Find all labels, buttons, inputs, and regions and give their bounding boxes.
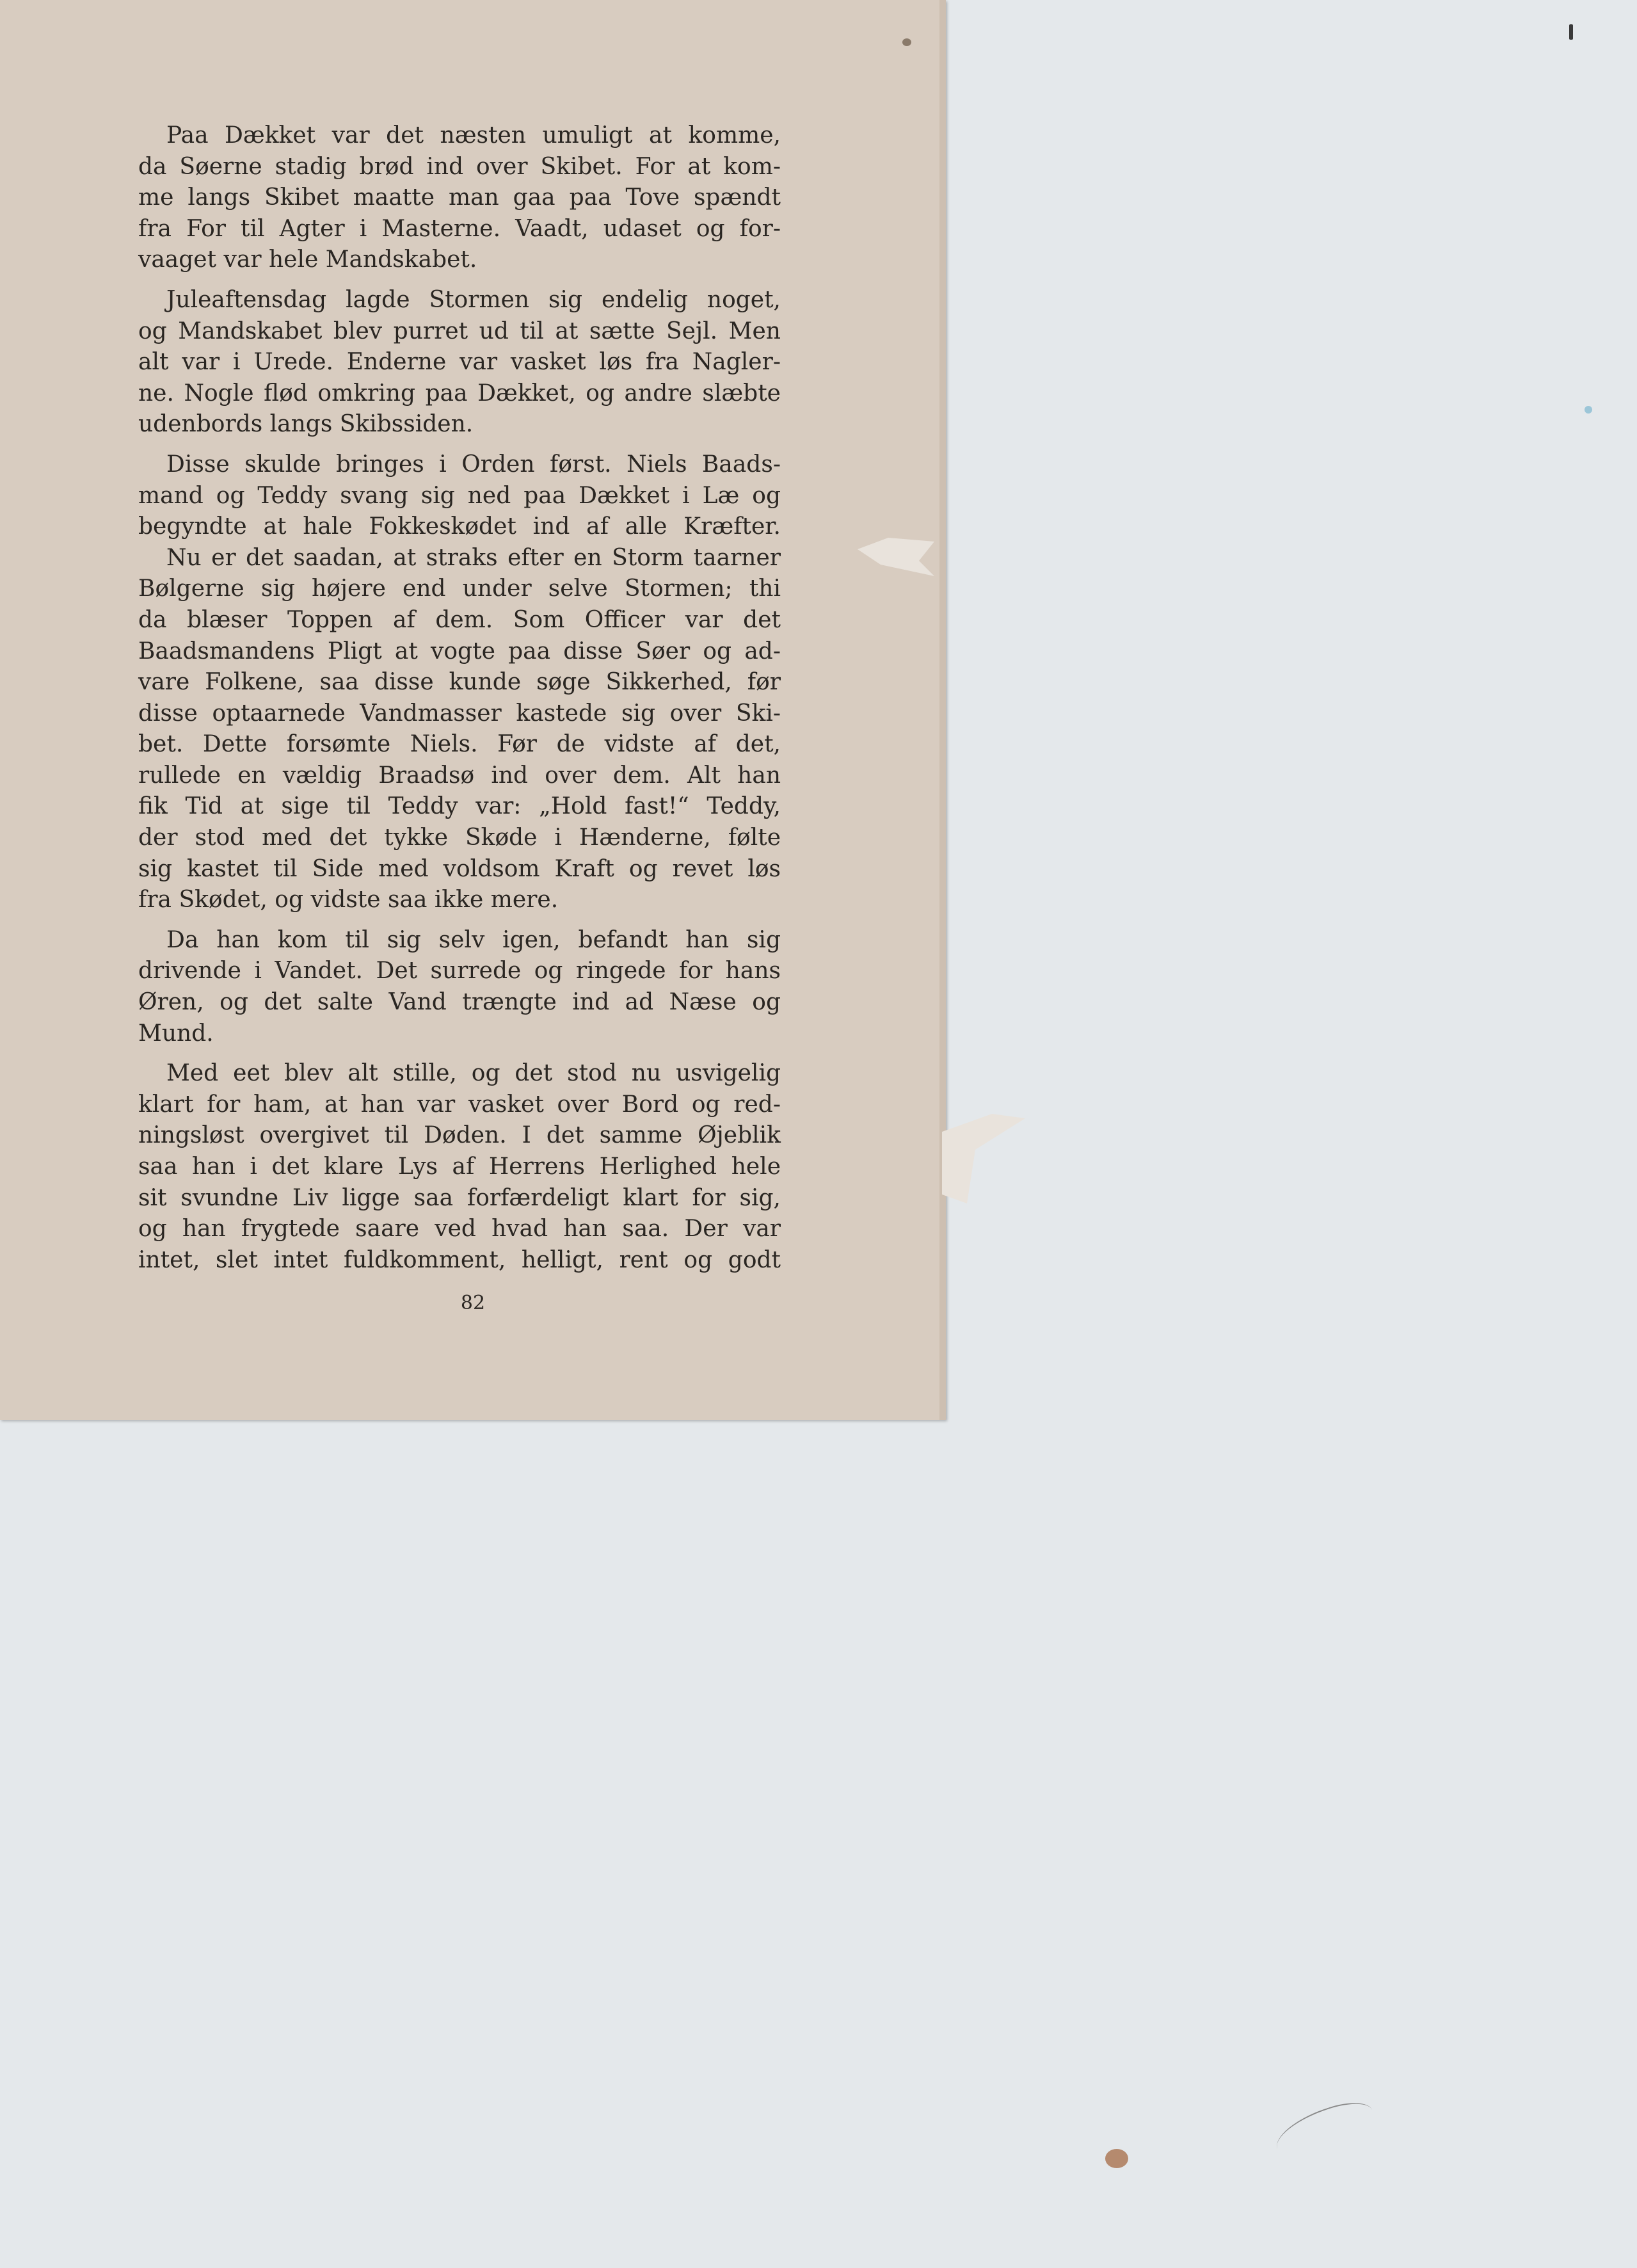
paragraph-4 [138, 543, 781, 916]
paragraph-1 [138, 120, 781, 276]
text-line: fra Skødet, og vidste saa ikke mere. [138, 887, 559, 913]
paragraph-2 [138, 285, 781, 440]
text-line: intet, slet intet fuldkomment, helligt, rent og godt [138, 1246, 781, 1273]
text-line: Bølgerne sig højere end under selve Stormen; thi [138, 575, 781, 602]
page-edge [939, 0, 946, 1420]
text-line: Paa Dækket var det næsten umuligt at komme, [166, 122, 781, 149]
text-line: vare Folkene, saa disse kunde søge Sikkerhed, før [138, 669, 781, 696]
body-text [138, 120, 781, 1276]
text-line: vaaget var hele Mandskabet. [138, 246, 477, 273]
text-line: sig kastet til Side med voldsom Kraft og revet løs [138, 855, 781, 882]
dust-mark [1585, 406, 1592, 414]
text-line: begyndte at hale Fokkeskødet ind af alle Kræfter. [138, 513, 781, 540]
paragraph-3 [138, 449, 781, 543]
text-line: Med eet blev alt stille, og det stod nu usvigelig [166, 1060, 781, 1087]
text-line: Mund. [138, 1020, 214, 1047]
text-line: da Søerne stadig brød ind over Skibet. For at kom- [138, 153, 781, 180]
stain-mark [1105, 2149, 1128, 2168]
text-line: rullede en vældig Braadsø ind over dem. Alt han [138, 762, 781, 789]
text-line: sit svundne Liv ligge saa forfærdeligt klart for sig, [138, 1184, 781, 1211]
text-line: alt var i Urede. Enderne var vasket løs fra Nagler- [138, 349, 781, 376]
text-line: Øren, og det salte Vand trængte ind ad Næse og [138, 989, 781, 1016]
paragraph-6 [138, 1058, 781, 1276]
text-line: saa han i det klare Lys af Herrens Herlighed hele [138, 1154, 781, 1180]
text-line: mand og Teddy svang sig ned paa Dækket i Læ og [138, 482, 781, 509]
text-line: Da han kom til sig selv igen, befandt han sig [166, 926, 781, 953]
text-line: drivende i Vandet. Det surrede og ringede for hans [138, 958, 781, 985]
text-line: der stod med det tykke Skøde i Hænderne, følte [138, 824, 781, 851]
text-line: da blæser Toppen af dem. Som Officer var det [138, 606, 781, 633]
book-page [0, 0, 946, 1420]
text-line: fra For til Agter i Masterne. Vaadt, udaset og for- [138, 215, 781, 242]
text-line: fik Tid at sige til Teddy var: „Hold fast!“ Teddy, [138, 793, 781, 820]
text-line: ne. Nogle flød omkring paa Dækket, og andre slæbte [138, 380, 781, 406]
text-line: Juleaftensdag lagde Stormen sig endelig noget, [166, 286, 781, 313]
text-line: Disse skulde bringes i Orden først. Niels Baads- [166, 451, 781, 478]
text-line: udenbords langs Skibssiden. [138, 411, 474, 438]
text-line: Nu er det saadan, at straks efter en Storm taarner [166, 544, 781, 571]
text-line: disse optaarnede Vandmasser kastede sig over Ski- [138, 700, 781, 727]
text-line: bet. Dette forsømte Niels. Før de vidste af det, [138, 731, 781, 758]
page-number: 82 [460, 1292, 486, 1314]
stain-mark [902, 38, 911, 46]
text-line: og Mandskabet blev purret ud til at sætte Sejl. Men [138, 318, 781, 344]
dust-mark [1569, 24, 1573, 40]
text-line: klart for ham, at han var vasket over Bord og red- [138, 1091, 781, 1118]
text-line: me langs Skibet maatte man gaa paa Tove spændt [138, 184, 781, 211]
text-line: ningsløst overgivet til Døden. I det samme Øjeblik [138, 1122, 781, 1149]
text-line: og han frygtede saare ved hvad han saa. Der var [138, 1216, 781, 1243]
paragraph-5 [138, 925, 781, 1049]
text-line: Baadsmandens Pligt at vogte paa disse Søer og ad- [138, 638, 781, 664]
